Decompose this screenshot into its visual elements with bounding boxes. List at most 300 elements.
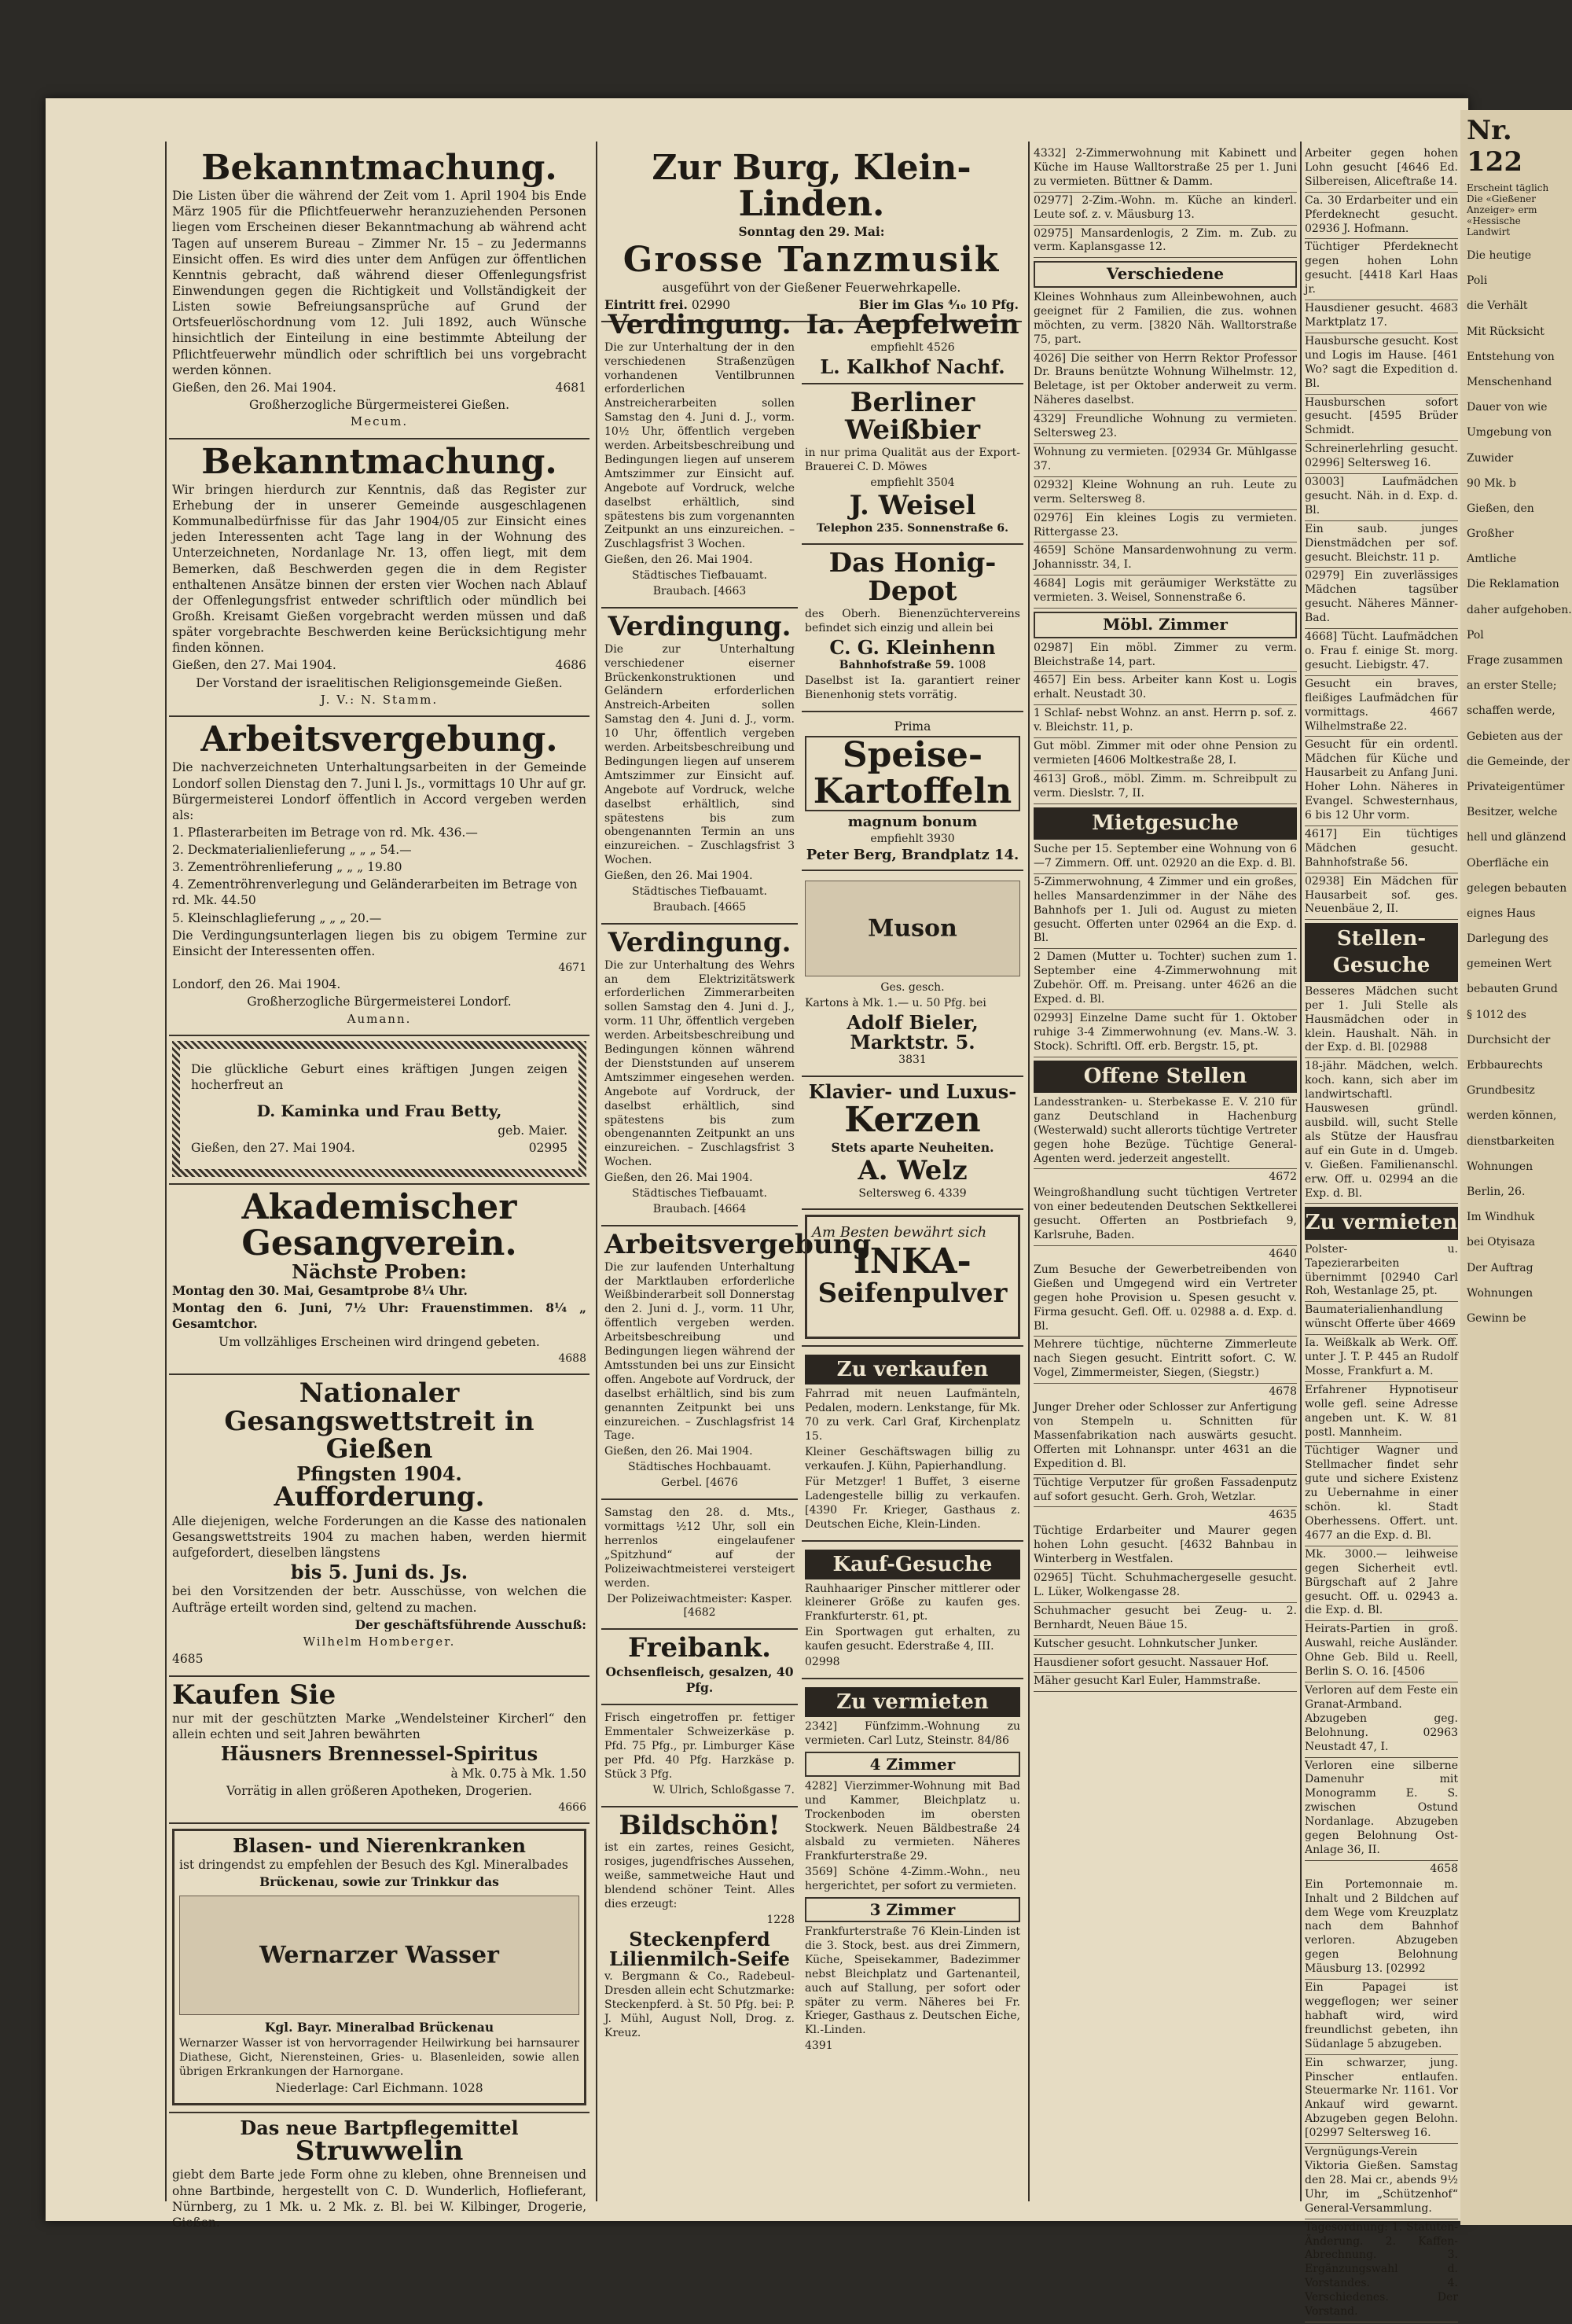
classified: Landesstranken- u. Sterbekasse E. V. 210 für ganz Deutschland in Hachenburg (Westerwald) sucht allerorts tüchtige Vertreter gegen hohe Bezüge. Tüchtige General-Agenten werd. jederzeit angestellt. [1034, 1096, 1297, 1170]
fragment-line: Privateigentümer [1467, 780, 1565, 793]
birth-maiden-name: geb. Maier. [498, 1123, 567, 1138]
contract-item: 4. Zementröhrenverlegung und Geländerarbeiten im Betrage von rd. Mk. 44.50 [172, 877, 578, 908]
notice-signer: J. V.: N. Stamm. [320, 692, 439, 707]
classified: 02977] 2-Zim.-Wohn. m. Küche an kinderl. Leute sof. z. v. Mäusburg 13. [1034, 194, 1297, 226]
classified: Hausdiener sofort gesucht. Nassauer Hof. [1034, 1657, 1297, 1674]
ad-firm: J. Weisel [849, 489, 976, 521]
classified: Verloren auf dem Feste ein Granat-Armband. Abzugeben geg. Belohnung. 02963 Neustadt 47, I. [1305, 1684, 1458, 1758]
notice-signer: Aumann. [347, 1011, 412, 1026]
notice-title: Bekanntmachung. [201, 441, 557, 482]
classified: Weingroßhandlung sucht tüchtigen Vertreter von einer bedeutenden Deutschen Sektkellerei gesucht. Offerten an Postbriefach 9, Karlsruhe, Baden. [1034, 1186, 1297, 1246]
ad-signature: Der geschäftsführende Ausschuß: [354, 1616, 586, 1632]
fragment-line: Pol [1467, 628, 1484, 642]
ad-text: Daselbst ist Ia. garantiert reiner Bienenhonig stets vorrätig. [805, 674, 1020, 701]
ad-agent: Niederlage: Carl Eichmann. 1028 [275, 2081, 483, 2096]
ad-title: Ia. Aepfelwein [806, 309, 1019, 340]
classified: 2342] Fünfzimm.-Wohnung zu vermieten. Carl Lutz, Steinstr. 84/86 [805, 1719, 1020, 1747]
column-4 [1305, 145, 1458, 2324]
ad-honey [802, 545, 1023, 712]
classified: 02938] Ein Mädchen für Hausarbeit sof. ges. Neuenbäue 2, II. [1305, 875, 1458, 921]
masthead-fragment: Anzeiger» erm [1467, 204, 1537, 215]
notice-date: Gießen, den 27. Mai 1904. 4686 [172, 658, 586, 673]
fragment-line: gemeinen Wert [1467, 958, 1552, 971]
ad-title: Blasen- und Nierenkranken [233, 1834, 526, 1858]
tender-sig: Braubach. [4664 [652, 1203, 747, 1215]
classified: Zum Besuche der Gewerbetreibenden von Gießen und Umgegend wird ein Vertreter gegen hohe Provision u. Spesen gesucht v. Firma gesucht. Gefl. Off. u. 02988 a. d. Exp. d. Bl. [1034, 1263, 1297, 1337]
ad-apfelwein [802, 307, 1023, 384]
ad-title: Berliner Weißbier [844, 386, 981, 447]
fragment-line: Berlin, 26. [1467, 1185, 1526, 1198]
ad-line: Montag den 30. Mai, Gesamtprobe 8¼ Uhr. [172, 1283, 468, 1299]
notice-signer: Mecum. [350, 414, 409, 429]
inka-illustration: Am Besten bewährt sich INKA- Seifenpulver [805, 1215, 1020, 1339]
fragment-line: bei Otyisaza [1467, 1236, 1535, 1249]
classified: Tüchtiger Pferdeknecht gegen hohen Lohn gesucht. [4418 Karl Haas jr. [1305, 241, 1458, 300]
ad-text: giebt dem Barte jede Form ohne zu kleben, ohne Brenneisen und ohne Bartbinde, hergestellt von C. D. Wunderlich, Hoflieferant, Nürnberg, zu 1 Mk. u. 2 Mk. z. Bl. bei W. Kilbinger, Drogerie, Gießen. [172, 2168, 586, 2230]
ad-number: 4685 [172, 1652, 204, 1667]
fragment-line: Durchsicht der [1467, 1033, 1551, 1046]
column-rule [165, 142, 167, 2201]
ad-dance [601, 145, 1022, 322]
column-rule [1300, 142, 1302, 2201]
masthead-number: Nr. 122 [1467, 115, 1522, 178]
subsection-box: 4 Zimmer [805, 1752, 1020, 1777]
ad-title: Akademischer Gesangverein. [241, 1186, 517, 1263]
ad-number: 4635 [1269, 1509, 1297, 1522]
tender-title: Verdingung. [608, 309, 792, 340]
tender-text: Die zur Unterhaltung des Wehrs an dem Elektrizitätswerk erforderlichen Zimmerarbeiten sollen Samstag den 4. Juni d. J., vorm. 11 Uhr, öffentlich vergeben werden. Arbeitsbeschreibung und Bedingungen können während der Dienststunden auf unserem Amtszimmer eingesehen werden. Angebote auf Vordruck, der daselbst erhältlich, sind spätestens bis zum obengenannten Zeitpunkt an uns einzureichen. – Zuschlagsfrist 3 Wochen. [604, 958, 795, 1169]
fragment-line: daher aufgehoben. [1467, 603, 1572, 616]
tender-title: Verdingung. [608, 611, 792, 642]
subsection-box: Möbl. Zimmer [1034, 612, 1297, 638]
tender-title: Arbeitsvergebung [604, 1228, 872, 1260]
birth-names: D. Kaminka und Frau Betty, [256, 1101, 502, 1121]
contract-item: 5. Kleinschlaglieferung „ „ „ 20.— [172, 910, 382, 925]
classified: Mk. 3000.— leihweise gegen Sicherheit evtl. Bürgschaft auf 2 Jahre gesucht. Off. u. 02943 a. die Exp. d. Bl. [1305, 1548, 1458, 1622]
fragment-line: an erster Stelle; [1467, 679, 1557, 693]
ad-line: Montag den 6. Juni, 7½ Uhr: Frauenstimmen. 8¼ „ Gesamtchor. [172, 1300, 586, 1332]
ad-potatoes [802, 712, 1023, 872]
section-banner: Mietgesuche [1034, 807, 1297, 840]
ad-text: Wernarzer Wasser ist von hervorragender Heilwirkung bei harnsaurer Diathese, Gicht, Nierensteinen, Gries- u. Blasenleiden, sowie allen übrigen Erkrankungen der Harnorgane. [179, 2036, 579, 2078]
classified: 02979] Ein zuverlässiges Mädchen tagsüber gesucht. Näheres Männer-Bad. [1305, 569, 1458, 629]
ad-choir [169, 1185, 590, 1375]
fragment-line: hell und glänzend [1467, 831, 1566, 844]
classified: Hausdiener gesucht. 4683 Marktplatz 17. [1305, 302, 1458, 333]
notice-date: Londorf, den 26. Mai 1904. [172, 977, 341, 992]
fragment-line: Grundbesitz [1467, 1084, 1535, 1098]
classified: Mehrere tüchtige, nüchterne Zimmerleute nach Siegen gesucht. Eintritt sofort. C. W. Vogel, Zimmermeister, Siegen, (Siegstr.) [1034, 1338, 1297, 1384]
birth-frame [172, 1041, 586, 1177]
ad-line: Seltersweg 6. 4339 [858, 1186, 967, 1200]
classified: Hausburschen sofort gesucht. [4595 Brüder Schmidt. [1305, 396, 1458, 442]
column-2b [802, 307, 1023, 2061]
classified: 4657] Ein bess. Arbeiter kann Kost u. Logis erhalt. Neustadt 30. [1034, 674, 1297, 705]
fragment-line: Darlegung des [1467, 932, 1548, 946]
ad-firm: C. G. Kleinhenn [829, 635, 996, 659]
classified: Gesucht ein braves, fleißiges Laufmädchen für vormittags. 4667 Wilhelmstraße 22. [1305, 678, 1458, 737]
classified: 02976] Ein kleines Logis zu vermieten. Rittergasse 23. [1034, 512, 1297, 543]
fragment-line: 90 Mk. b [1467, 476, 1516, 490]
classified: Für Metzger! 1 Buffet, 3 eiserne Ladengestelle billig zu verkaufen. [4390 Fr. Krieger, Gasthaus z. Deutschen Eiche, Klein-Linden. [805, 1475, 1020, 1531]
masthead-fragments [1460, 182, 1572, 237]
fragment-line: Gebieten aus der [1467, 730, 1563, 743]
fragment-line: eignes Haus [1467, 906, 1536, 920]
fragment-line: Die heutige [1467, 249, 1532, 262]
classified: Baumaterialienhandlung wünscht Offerte über 4669 [1305, 1304, 1458, 1335]
classified: Besseres Mädchen sucht per 1. Juli Stelle als Hausmädchen oder in klein. Haushalt. Näh. in der Exp. d. Bl. [02988 [1305, 985, 1458, 1059]
ad-line: magnum bonum [847, 814, 978, 831]
tender-office: Städtisches Hochbauamt. [627, 1461, 772, 1474]
ad-sig: W. Ulrich, Schloßgasse 7. [652, 1783, 795, 1796]
ad-title: Speise-Kartoffeln [805, 736, 1020, 811]
column-1 [169, 145, 590, 2238]
classified: Fahrrad mit neuen Laufmänteln, Pedalen, modern. Lenkstange, für Mk. 70 zu verk. Carl Graf, Kirchenplatz 15. [805, 1388, 1020, 1443]
classified: Verloren eine silberne Damenuhr mit Monogramm E. S. zwischen Ostund Nordanlage. Abzugeben gegen Belohnung Ost-Anlage 36, II. [1305, 1760, 1458, 1861]
classified: Ein schwarzer, jung. Pinscher entlaufen. Steuermarke Nr. 1161. Vor Ankauf wird gewarnt. Abzugeben gegen Belohn. [02997 Seltersweg 16. [1305, 2057, 1458, 2144]
classified: 2 Damen (Mutter u. Tochter) suchen zum 1. September eine 4-Zimmerwohnung mit Zubehör. Off. m. Preisang. unter 4626 an die Exped. d. Bl. [1034, 951, 1297, 1010]
classified: Ein Papagei ist weggeflogen; wer seiner habhaft wird, wird freundlichst gebeten, ihn Südanlage 5 abzugeben. [1305, 1981, 1458, 2055]
notice-fire-brigade [169, 145, 590, 439]
classified-list [1305, 147, 1458, 2322]
ad-number: 4391 [805, 2039, 833, 2053]
section-banner: Kauf-Gesuche [805, 1550, 1020, 1579]
tender-date: Gießen, den 26. Mai 1904. [604, 553, 753, 567]
notice-text: Die Verdingungsunterlagen liegen bis zu obigem Termine zur Einsicht der Interessenten offen. [172, 928, 586, 958]
classified: 03003] Laufmädchen gesucht. Näh. in d. Exp. d. Bl. [1305, 476, 1458, 521]
ad-subtitle: Pfingsten 1904. [296, 1462, 462, 1485]
classified: Schreinerlehrling gesucht. 02996] Seltersweg 16. [1305, 443, 1458, 474]
fragment-line: Poli [1467, 274, 1488, 288]
ad-brennessel [169, 1677, 590, 1825]
ad-soap [601, 1807, 798, 2049]
fragment-line: schaffen werde, [1467, 704, 1555, 718]
notice-signature: Großherzogliche Bürgermeisterei Gießen. [248, 398, 510, 413]
ad-title: Klavier- und Luxus- [808, 1080, 1017, 1104]
ad-number: 4672 [1269, 1171, 1297, 1184]
notice-signature: Großherzogliche Bürgermeisterei Londorf. [247, 995, 512, 1009]
tender-date: Gießen, den 26. Mai 1904. [604, 870, 753, 883]
ad-title: Aufforderung. [274, 1481, 485, 1513]
fragment-line: Entstehung von [1467, 350, 1555, 363]
notice-title: Arbeitsvergebung. [200, 719, 558, 760]
tender-office: Städtisches Tiefbauamt. [632, 1187, 767, 1201]
ad-signer: Wilhelm Homberger. [303, 1634, 456, 1649]
column-rule [1028, 142, 1030, 2201]
fragment-line: Die Reklamation [1467, 578, 1559, 591]
ad-firm: Adolf Bieler, Marktstr. 5. [847, 1011, 979, 1054]
ad-line: Um vollzähliges Erscheinen wird dringend gebeten. [219, 1334, 540, 1349]
section-to-let [802, 1679, 1023, 2061]
ad-freibank [601, 1630, 798, 1705]
tender-date: Gießen, den 26. Mai 1904. [604, 1171, 753, 1185]
subsection-box: 3 Zimmer [805, 1897, 1020, 1922]
classified: 4617] Ein tüchtiges Mädchen gesucht. Bahnhofstraße 56. [1305, 828, 1458, 873]
ad-brand-subline: Kgl. Bayr. Mineralbad Brückenau [264, 2019, 494, 2035]
column-3 [1034, 145, 1297, 1693]
ad-text: ist dringendst zu empfehlen der Besuch des Kgl. Mineralbades [179, 1858, 568, 1873]
next-page-fragments [1460, 248, 1572, 1326]
section-banner: Zu verkaufen [805, 1355, 1020, 1384]
fragment-line: Großher [1467, 528, 1514, 541]
masthead-fragment: Die «Gießener [1467, 193, 1536, 204]
fragment-line: gelegen bebauten [1467, 881, 1567, 895]
classified: 4668] Tücht. Laufmädchen o. Frau f. einige St. morg. gesucht. Liebigstr. 47. [1305, 631, 1458, 676]
rat-illustration: Muson [805, 881, 1020, 976]
ad-firm: L. Kalkhof Nachf. [820, 355, 1005, 378]
fragment-line: dienstbarkeiten [1467, 1134, 1555, 1148]
subsection-box: Verschiedene [1034, 261, 1297, 288]
ad-title: Freibank. [628, 1632, 771, 1664]
ad-line: Bahnhofstraße 59. 1008 [839, 658, 986, 671]
classified: Kutscher gesucht. Lohnkutscher Junker. [1034, 1638, 1297, 1655]
tender-2 [601, 609, 798, 925]
ad-muson [802, 871, 1023, 1077]
classified: 4332] 2-Zimmerwohnung mit Kabinett und Küche im Hause Walltorstraße 25 per 1. Juni zu vermieten. Büttner & Damm. [1034, 147, 1297, 193]
notice-tax-register [169, 439, 590, 718]
ad-text: ist ein zartes, reines Gesicht, rosiges, jugendfrisches Aussehen, weiße, sammetweiche Haut und blendend schöner Teint. Alles dies erzeugt: [604, 1841, 795, 1911]
notice-sig: Der Polizeiwachtmeister: Kasper. [4682 [607, 1592, 792, 1620]
classified: Polster- u. Tapezierarbeiten übernimmt [02940 Carl Roh, Westanlage 25, pt. [1305, 1243, 1458, 1303]
classified-list [1034, 147, 1297, 1692]
classified: 02965] Tücht. Schuhmachergeselle gesucht. L. Lüker, Wolkengasse 28. [1034, 1572, 1297, 1603]
ad-firm: Peter Berg, Brandplatz 14. [806, 847, 1019, 864]
fragment-line: Erbbaurechts [1467, 1059, 1543, 1072]
ad-text: Frisch eingetroffen pr. fettiger Emmentaler Schweizerkäse p. Pfd. 75 Pfg., pr. Limburger Käse per Pfd. 40 Pfg. Harzkäse p. Stück 3 Pfg. [604, 1712, 795, 1781]
ad-text: v. Bergmann & Co., Radebeul-Dresden allein echt Schutzmarke: Steckenpferd. à St. 50 Pfg. bei: P. J. Mühl, August Noll, Drog. z. Kreuz. [604, 1970, 795, 2039]
classified: Tagesordnung: 1. Statuten-Änderung. 2. Kaffen-Abrechnung. 3. Ergänzungswahl d. Vorstandes. 4. Verschiedenes. Der Vorstand. [1305, 2221, 1458, 2322]
fragment-line: die Verhält [1467, 300, 1528, 313]
fragment-line: Umgebung von [1467, 426, 1552, 439]
ad-phone: Telephon 235. Sonnenstraße 6. [817, 521, 1008, 535]
masthead-fragment: «Hessische Landwirt [1467, 215, 1521, 237]
fragment-line: Mit Rücksicht [1467, 325, 1544, 338]
tender-text: Die zur Unterhaltung verschiedener eiserner Brückenkonstruktionen und Geländern erforderlichen Anstreich-Arbeiten sollen Samstag den 4. Juni d. J., vorm. 10 Uhr, öffentlich vergeben werden. Arbeitsbeschreibung und Bedingungen liegen auf unserem Amtszimmer zur Einsicht auf. Angebote auf Vordruck, welche daselbst erhältlich, sind spätestens bis zum obengenannten Termin an uns einzureichen. – Zuschlagsfrist 3 Wochen. [604, 642, 795, 867]
classified: 18-jähr. Mädchen, welch. koch. kann, sich aber im landwirtschaftl. Hauswesen gründl. ausbild. will, sucht Stelle als Stütze der Hausfrau auf ein Gute in d. Umgeb. v. Gießen. Familienanschl. erw. Off. u. 02994 an die Exp. d. Bl. [1305, 1060, 1458, 1204]
ad-line: Ges. gesch. [880, 981, 945, 995]
birth-announcement [169, 1036, 590, 1185]
classified: Frankfurterstraße 76 Klein-Linden ist die 3. Stock, best. aus drei Zimmern, Küche, Speisekammer, Badezimmer nebst Bleichplatz und Gartenanteil, auch auf Stallung, per sofort oder später zu verm. Näheres bei Fr. Krieger, Gasthaus z. Deutschen Eiche, Kl.-Linden. [805, 1925, 1020, 2037]
birth-date: Gießen, den 27. Mai 1904. 02995 [191, 1141, 567, 1156]
ad-number: 3831 [898, 1054, 927, 1067]
ad-wernarzer [169, 1824, 590, 2113]
fragment-line: Dauer von wie [1467, 401, 1548, 414]
contract-item: 3. Zementröhrenlieferung „ „ „ 19.80 [172, 860, 402, 875]
ad-number: 4688 [558, 1351, 586, 1365]
ad-title: Das Honig-Depot [828, 547, 997, 608]
tender-title: Verdingung. [608, 926, 792, 958]
classified: 4026] Die seither von Herrn Rektor Professor Dr. Brauns benützte Wohnung Wilhelmstr. 12, Beletage, ist per Oktober anderweit zu verm. Näheres daselbst. [1034, 352, 1297, 412]
section-wanted-to-buy [802, 1542, 1023, 1679]
fragment-line: Wohnungen [1467, 1160, 1533, 1173]
ad-price: à Mk. 0.75 à Mk. 1.50 [450, 1766, 586, 1781]
classified: Vergnügungs-Verein Viktoria Gießen. Samstag den 28. Mai cr., abends 9½ Uhr, im „Schützenhof“ General-Versammlung. [1305, 2146, 1458, 2219]
contract-item: 1. Pflasterarbeiten im Betrage von rd. Mk. 436.— [172, 825, 478, 840]
ad-date: Sonntag den 29. Mai: [738, 224, 885, 240]
tender-sig: Braubach. [4665 [652, 901, 747, 914]
classified: 02975] Mansardenlogis, 2 Zim. m. Zub. zu verm. Kaplansgasse 12. [1034, 227, 1297, 259]
notice-text: Die Listen über die während der Zeit vom 1. April 1904 bis Ende März 1905 für die Pflichtfeuerwehr heranzuziehenden Personen liegen vom Erscheinen dieser Bekanntmachung ab während acht Tagen auf unserem Bureau – Zimmer Nr. 15 – zu Jedermanns Einsicht offen. Es wird dies unter dem Anfügen zur öffentlichen Kenntnis gebracht, daß während dieser Offenlegungsfrist Einwendungen gegen die Richtigkeit und Vollständigkeit der Listen sowie Befreiungsansprüche auf Grund der Ortsfeuerlöschordnung vom 12. Juli 1892, auch Wünsche hinsichtlich der Einteilung in eine bestimmte Abteilung der Pflichtfeuerwehr mündlich oder schriftlich bei uns vorgebracht werden können. [172, 189, 586, 377]
notice-text: Die nachverzeichneten Unterhaltungsarbeiten in der Gemeinde Londorf sollen Dienstag den 7. Juni l. Js., vormittags 10 Uhr auf gr. Bürgermeisterei Londorf öffentlich in Accord vergeben werden als: [172, 760, 586, 822]
classified: Tüchtiger Wagner und Stellmacher findet sehr gute und sichere Existenz zu Uebernahme in einer schön. kl. Stadt Oberhessens. Offert. unt. 4677 an die Exp. d. Bl. [1305, 1444, 1458, 1546]
classified: Suche per 15. September eine Wohnung von 6—7 Zimmern. Off. unt. 02920 an die Exp. d. Bl. [1034, 843, 1297, 874]
classified: Ia. Weißkalk ab Werk. Off. unter J. T. P. 445 an Rudolf Mosse, Frankfurt a. M. [1305, 1337, 1458, 1382]
ad-title: Bildschön! [619, 1809, 780, 1841]
contract-items [172, 825, 586, 926]
ad-title: Das neue Bartpflegemittel Struwwelin [240, 2116, 519, 2167]
fragment-line: § 1012 des [1467, 1008, 1526, 1021]
wernarzer-illustration: Wernarzer Wasser [179, 1896, 579, 2015]
masthead-fragment: Erscheint täglich [1467, 182, 1549, 193]
classified: Ein Portemonnaie m. Inhalt und 2 Bildchen auf dem Wege vom Kreuzplatz nach dem Bahnhof verloren. Abzugeben gegen Belohnung Mäusburg 13. [02992 [1305, 1878, 1458, 1980]
tender-date: Gießen, den 26. Mai 1904. [604, 1445, 753, 1458]
classified: Wohnung zu vermieten. [02934 Gr. Mühlgasse 37. [1034, 446, 1297, 477]
ad-text: des Oberh. Bienenzüchtervereins befindet sich einzig und allein bei [805, 607, 1020, 634]
ad-product: Steckenpferd Lilienmilch-Seife [609, 1927, 790, 1971]
classified: Mäher gesucht Karl Euler, Hammstraße. [1034, 1675, 1297, 1692]
section-banner: Zu vermieten [1305, 1207, 1458, 1239]
notice-title: Bekanntmachung. [201, 148, 557, 188]
section-for-sale [802, 1347, 1023, 1541]
fragment-line: Der Auftrag [1467, 1261, 1533, 1274]
notice-date: Gießen, den 26. Mai 1904. 4681 [172, 380, 586, 395]
ad-inka [802, 1210, 1023, 1347]
ad-line: Stets aparte Neuheiten. [831, 1139, 994, 1155]
fragment-line: werden können, [1467, 1109, 1557, 1123]
ad-line: empfiehlt 4526 [870, 340, 955, 354]
classified: Ein Sportwagen gut erhalten, zu kaufen gesucht. Ederstraße 4, III. [805, 1626, 1020, 1653]
classified: 4684] Logis mit geräumiger Werkstätte zu vermieten. 3. Weisel, Sonnenstraße 6. [1034, 577, 1297, 609]
notice-text: Samstag den 28. d. Mts., vormittags ½12 Uhr, soll ein herrenlos eingelaufener „Spitzhund“ auf der Polizeiwachtmeisterei versteigert werden. [604, 1506, 795, 1590]
ad-number: 4640 [1269, 1248, 1297, 1260]
ad-title: Nationaler Gesangswettstreit in Gießen [224, 1377, 534, 1465]
fragment-line: Oberfläche ein [1467, 856, 1549, 870]
classified: Rauhhaariger Pinscher mittlerer oder kleinerer Größe zu kaufen ges. Frankfurterstr. 61, pt. [805, 1582, 1020, 1623]
next-page-edge [1460, 110, 1572, 2225]
ad-deadline: bis 5. Juni ds. Js. [290, 1561, 468, 1584]
ad-cheese [601, 1705, 798, 1807]
fragment-line: Zuwider [1467, 451, 1514, 465]
classified: 4329] Freundliche Wohnung zu vermieten. Seltersweg 23. [1034, 413, 1297, 444]
classified: Kleines Wohnhaus zum Alleinbewohnen, auch geeignet für 2 Familien, die zus. wohnen möchten, zu verm. [3820 Näh. Walltorstraße 75, part. [1034, 291, 1297, 351]
classified: Ca. 30 Erdarbeiter und ein Pferdeknecht gesucht. 02936 J. Hofmann. [1305, 194, 1458, 240]
classified: 1 Schlaf- nebst Wohnz. an anst. Herrn p. sof. z. v. Bleichstr. 11, p. [1034, 707, 1297, 738]
classified: Schuhmacher gesucht bei Zeug- u. 2. Bernhardt, Neuen Bäue 15. [1034, 1605, 1297, 1636]
classified: 5-Zimmerwohnung, 4 Zimmer und ein großes, helles Mansardenzimmer in der Nähe des Bahnhofs per 1. Juli od. August zu mieten gesucht. Offerten unter 02964 an die Exp. d. Bl. [1034, 876, 1297, 950]
tender-text: Die zur Unterhaltung der in den verschiedenen Straßenzügen vorhandenen Ventilbrunnen erforderlichen Anstreicherarbeiten sollen Samstag den 4. Juni d. J., vorm. 10½ Uhr, öffentlich vergeben werden. Arbeitsbeschreibung und Bedingungen liegen auf unserem Amtszimmer zur Einsicht auf. Angebote auf Vordruck, welche daselbst erhältlich, sind spätestens bis zum vorgenannten Zeitpunkt an uns einzureichen. – Zuschlagsfrist 3 Wochen. [604, 340, 795, 551]
ad-number: 1228 [766, 1913, 795, 1926]
fragment-line: Gewinn be [1467, 1311, 1526, 1325]
ad-song-contest [169, 1375, 590, 1677]
classified: Hausbursche gesucht. Kost und Logis im Hause. [461 Wo? sagt die Expedition d. Bl. [1305, 335, 1458, 395]
ad-text: Ochsenfleisch, gesalzen, 40 Pfg. [605, 1664, 794, 1696]
tender-4 [601, 1226, 872, 1500]
ad-title: Kaufen Sie [172, 1679, 336, 1711]
section-banner: Stellen-Gesuche [1305, 923, 1458, 982]
tender-sig: Gerbel. [4676 [661, 1476, 738, 1490]
classified: 4613] Groß., möbl. Zimm. m. Schreibpult zu verm. Dieslstr. 7, II. [1034, 773, 1297, 804]
tender-1 [601, 307, 798, 609]
classified: Kleiner Geschäftswagen billig zu verkaufen. J. Kühn, Papierhandlung. [805, 1446, 1020, 1473]
contract-item: 2. Deckmaterialienlieferung „ „ „ 54.— [172, 843, 412, 858]
ad-weissbier [802, 384, 1023, 546]
classified: 02987] Ein möbl. Zimmer zu verm. Bleichstraße 14, part. [1034, 642, 1297, 673]
ad-line: Prima [894, 719, 931, 734]
classified: Gesucht für ein ordentl. Mädchen für Küche und Hausarbeit zu Anfang Juni. Hoher Lohn. Näheres in Evangel. Schwesternhaus, 6 bis 12 Uhr vorm. [1305, 738, 1458, 826]
tender-office: Städtisches Tiefbauamt. [632, 885, 767, 899]
fragment-line: bebauten Grund [1467, 983, 1558, 996]
ad-number: 4678 [1269, 1385, 1297, 1399]
classified: 02993] Einzelne Dame sucht für 1. Oktober ruhige 3-4 Zimmerwohnung (ev. Mans.-W. 3. Stock). Schriftl. Off. erb. Bergstr. 15, pt. [1034, 1012, 1297, 1057]
notice-work-contract [169, 717, 590, 1036]
fragment-line: Amtliche [1467, 553, 1517, 566]
ad-line: Eintritt frei. 02990 Bier im Glas ⁴⁄₁₀ 10 Pfg. [604, 296, 1019, 312]
ad-number: 4671 [558, 962, 586, 975]
fragment-line: Besitzer, welche [1467, 806, 1558, 819]
ad-number: 4666 [558, 1800, 586, 1814]
fragment-line: Frage zusammen [1467, 654, 1563, 667]
ad-text: in nur prima Qualität aus der Export-Brauerei C. D. Möwes [805, 447, 1020, 474]
ad-subtitle: Nächste Proben: [292, 1259, 467, 1283]
fragment-line: die Gemeinde, der [1467, 755, 1570, 768]
classified: Arbeiter gegen hohen Lohn gesucht [4646 Ed. Silbereisen, Aliceftraße 14. [1305, 147, 1458, 193]
classified: Erfahrener Hypnotiseur wolle gefl. seine Adresse angeben unt. K. W. 81 postl. Mannheim. [1305, 1384, 1458, 1443]
classified: Junger Dreher oder Schlosser zur Anfertigung von Stempeln u. Schnitten für Massenfabrikation nach auswärts gesucht. Offerten mit Lohnanspr. unter 4631 an die Expedition d. Bl. [1034, 1401, 1297, 1475]
classified: Gut möbl. Zimmer mit oder ohne Pension zu vermieten [4606 Moltkestraße 28, I. [1034, 740, 1297, 771]
classified: Tüchtige Verputzer für großen Fassadenputz auf sofort gesucht. Gerh. Groh, Wetzlar. [1034, 1476, 1297, 1508]
classified: 3569] Schöne 4-Zimm.-Wohn., neu hergerichtet, per sofort zu vermieten. [805, 1866, 1020, 1893]
classified: Tüchtige Erdarbeiter und Maurer gegen hohen Lohn gesucht. [4632 Bahnbau in Winterberg in Westfalen. [1034, 1524, 1297, 1570]
tender-office: Städtisches Tiefbauamt. [632, 569, 767, 583]
fragment-line: Im Windhuk [1467, 1211, 1535, 1224]
ad-title: Grosse Tanzmusik [623, 239, 1001, 280]
ad-text: Brückenau, sowie zur Trinkkur das [259, 1874, 499, 1890]
fragment-line: Gießen, den [1467, 502, 1534, 515]
ad-struwwelin [169, 2113, 590, 2238]
notice-signature: Der Vorstand der israelitischen Religionsgemeinde Gießen. [196, 675, 563, 690]
ad-text: Vorrätig in allen größeren Apotheken, Drogerien. [226, 1783, 532, 1798]
column-rule [596, 142, 597, 2201]
classified: 4282] Vierzimmer-Wohnung mit Bad und Kammer, Bleichplatz u. Trockenboden im obersten Stockwerk. Neuen Bäldbestraße 24 alsbald zu vermieten. Näheres Frankfurterstraße 29. [805, 1779, 1020, 1863]
notice-dog-auction [601, 1500, 798, 1630]
ad-firm: A. Welz [858, 1154, 968, 1186]
notice-text: Wir bringen hierdurch zur Kenntnis, daß das Register zur Erhebung der in unserer Gemeinde ausgeschlagenen Kommunalbedürfnisse für das Jahr 1904/05 zur Einsicht eines jeden Interessenten acht Tage lang in der Wohnung des Unterzeichneten, Nordanlage Nr. 13, offen liegt, mit dem Bemerken, daß Beschwerden gegen die in dem Register enthaltenen Ansätze binnen der ersten vier Wochen nach Ablauf der Offenlegungsfrist entweder schriftlich oder mündlich bei Großh. Kreisamt Gießen vorgebracht werden müssen und daß später vorgebrachte Beschwerden keine Berücksichtigung mehr finden können. [172, 482, 586, 656]
fragment-line: Wohnungen [1467, 1286, 1533, 1300]
fragment-line: Menschenhand [1467, 375, 1552, 388]
classified: Ein saub. junges Dienstmädchen per sof. gesucht. Bleichstr. 11 p. [1305, 523, 1458, 568]
classified: 02932] Kleine Wohnung an ruh. Leute zu verm. Seltersweg 8. [1034, 479, 1297, 510]
ad-text: Kartons à Mk. 1.— u. 50 Pfg. bei [805, 997, 986, 1010]
classified: Heirats-Partien in groß. Auswahl, reiche Ausländer. Ohne Geb. Bild u. Reell, Berlin S. O. 16. [4506 [1305, 1623, 1458, 1682]
ad-title: Kerzen [844, 1099, 981, 1140]
ad-text: nur mit der geschützten Marke „Wendelsteiner Kircherl“ den allein echten und seit Jahren bewährten [172, 1712, 586, 1742]
ad-number: 02998 [805, 1656, 840, 1669]
ad-text: ausgeführt von der Gießener Feuerwehrkapelle. [662, 280, 961, 295]
ad-title: Zur Burg, Klein-Linden. [652, 148, 971, 225]
ad-text: bei den Vorsitzenden der betr. Ausschüsse, von welchen die Aufträge erteilt worden sind, geltend zu machen. [172, 1584, 586, 1615]
birth-text: Die glückliche Geburt eines kräftigen Jungen zeigen hocherfreut an [191, 1062, 567, 1093]
ad-candles [802, 1077, 1023, 1210]
section-banner: Offene Stellen [1034, 1061, 1297, 1093]
ad-line: empfiehlt 3504 [870, 476, 955, 489]
classified: 4659] Schöne Mansardenwohnung zu verm. Johannisstr. 34, I. [1034, 544, 1297, 575]
tender-sig: Braubach. [4663 [652, 585, 747, 598]
tender-3 [601, 925, 798, 1226]
ad-number: 4658 [1430, 1862, 1458, 1875]
ad-text: Alle diejenigen, welche Forderungen an die Kasse des nationalen Gesangswettstreits 1904 zu machen haben, werden hiermit aufgefordert, dieselben längstens [172, 1513, 586, 1561]
ad-line: empfiehlt 3930 [870, 833, 955, 846]
ad-product: Häusners Brennessel-Spiritus [220, 1742, 538, 1766]
